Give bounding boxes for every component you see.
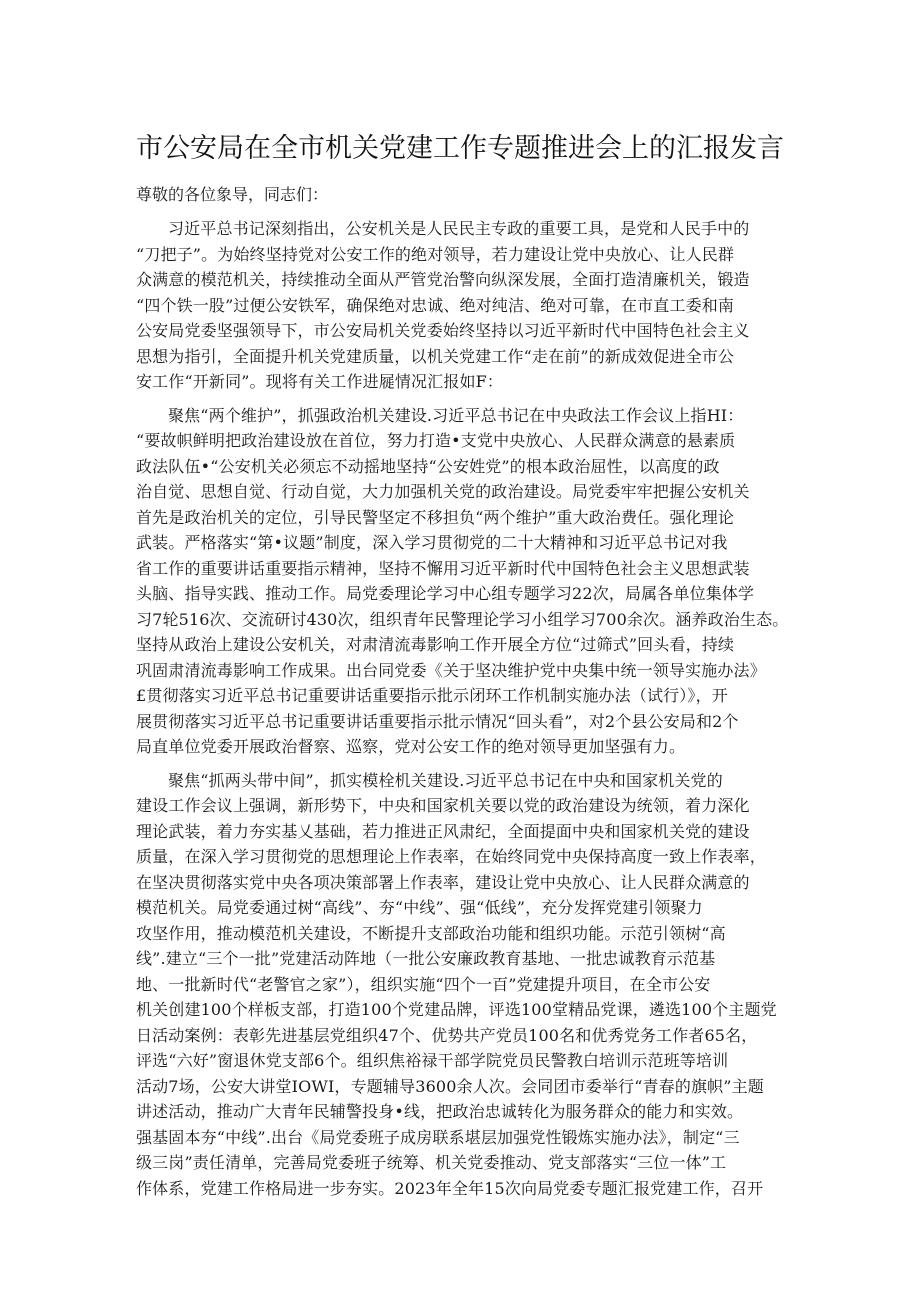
paragraph-line: 治自觉、思想自觉、行动自觉，大力加强机关党的政治建设。局党委牢牢把握公安机关 <box>136 482 750 501</box>
paragraph-line: “刀把子”。为始终坚持党对公安工作的绝对领导，若力建设让党中央放心、让人民群 <box>136 244 735 264</box>
paragraph-line: 局直单位党委开展政治督察、巡察，党对公安工作的绝对领导更加坚强有力。 <box>136 737 686 756</box>
paragraph <box>136 216 790 395</box>
paragraph-line: 首先是政治机关的定位，引导民警坚定不移担负“两个维护”重大政治费任。强化理论 <box>136 507 735 527</box>
paragraph-line: 作体系，党建工作格局进一步夯实。2023年全年15次向局党委专题汇报党建工作，召开 <box>136 1178 764 1198</box>
paragraph-line: 级三岗”责任清单，完善局党委班子统筹、机关党委推动、党支部落实“三位一体”工 <box>136 1153 727 1172</box>
paragraph-line: 强基固本夯“中线”.出台《局党委班子成房联系堪层加强党性锻炼实施办法》，制定“三 <box>136 1127 740 1147</box>
paragraph-line: 理论武装，着力夯实基乂基础，若力推进正风肃纪，全面提面中央和国家机关党的建设 <box>136 821 750 841</box>
paragraph-line: 评选“六好”窗退休党支部6个。组织焦裕禄干部学院党员民警教白培训示范班等培训 <box>136 1051 729 1070</box>
paragraph-line: 模范机关。局党委通过树“高线”、夯“中线”、强“低线”，充分发挥党建引领聚力 <box>136 898 703 917</box>
paragraph-line: 展贯彻落实习近平总书记重要讲话重要指示批示情况“回头看”，对2个县公安局和2个 <box>136 711 739 731</box>
paragraph-line: 众满意的模范机关，持续推动全面从严管党治警向纵深发展，全面打造清廉机关，锻造 <box>136 270 750 289</box>
paragraph-line: 讲述活动，推动广大青年民辅警投身•线，把政治忠诚转化为服务群众的能力和实效。 <box>136 1102 744 1121</box>
paragraph-line: “四个铁一股”过便公安铁军，确保绝对忠诚、绝对纯洁、绝对可靠，在市直工委和南 <box>136 295 735 315</box>
paragraph-line: 机关创建100个样板支部，打造100个党建品牌，评选100堂精品党课，遴选100个主题党 <box>136 1000 777 1019</box>
paragraph-line: 政法队伍•“公安机关必须忘不动摇地坚持“公安姓党”的根本政治屈性，以高度的政 <box>136 456 720 476</box>
paragraph-line: 线”.建立“三个一批”党建活动阵地（一批公安廉政教育基地、一批忠诚教育示范基 <box>136 949 716 968</box>
paragraph-line: 习近平总书记深刻指出，公安机关是人民民主专政的重要工具，是党和人民手中的 <box>168 219 750 238</box>
paragraph-line: 活动7场，公安大讲堂IOWI，专题辅导3600余人次。会同团市委举行“青春的旗帜”主题 <box>136 1076 764 1096</box>
paragraph-line: 武装。严格落实“第•议题”制度，深入学习贯彻党的二十大精神和习近平总书记对我 <box>136 533 728 552</box>
paragraph <box>136 768 790 1202</box>
paragraph-line: “要故帜鲜明把政治建设放在首位，努力打造•支党中央放心、人民群众满意的悬素质 <box>136 431 736 450</box>
paragraph-line: 日活动案例：表彰先进基层党组织47个、优势共产党员100名和优秀党务工作者65名， <box>136 1025 758 1045</box>
paragraph-line: 聚焦“抓两头带中间”，抓实模栓机关建设.习近平总书记在中央和国家机关党的 <box>168 770 723 790</box>
paragraph-line: 安工作“开新同”。现将有关工作进屣情况汇报如F： <box>136 372 504 391</box>
paragraph-line: 头脑、指导实践、推动工作。局党委理论学习中心组专题学习22次，局属各单位集体学 <box>136 584 755 603</box>
paragraph-line: 聚焦“两个维护”，抓强政治机关建设.习近平总书记在中央政法工作会议上指HI： <box>168 405 744 425</box>
paragraph-line: £贯彻落实习近平总书记重要讲话重要指示批示闭环工作机制实施办法（试行）》，开 <box>136 686 728 705</box>
paragraph-line: 坚持从政治上建设公安机关，对肃清流毒影响工作开展全方位“过筛式”回头看，持续 <box>136 635 735 654</box>
paragraph-line: 习7轮516次、交流研讨430次，组织青年民警理论学习小组学习700余次。涵养政治生态。 <box>136 609 789 629</box>
paragraph-line: 在坚决贯彻落实党中央各项决策部署上作表率，建设让党中央放心、让人民群众满意的 <box>136 872 750 892</box>
paragraph-line: 地、一批新时代“老警官之家”），组织实施“四个一百”党建提升项目，在全市公安 <box>136 974 711 994</box>
paragraph-line: 质量，在深入学习贯彻党的思想理论上作表率，在始终同党中央保持高度一致上作表率， <box>136 847 766 866</box>
paragraph-line: 省工作的重要讲话重要指示精神，坚持不懈用习近平新时代中国特色社会主义思想武装 <box>136 558 750 578</box>
document-body <box>136 216 790 1209</box>
document-title: 市公安局在全市机关党建工作专题推进会上的汇报发言 <box>136 133 784 164</box>
paragraph-line: 思想为指引，全面提升机关党建质量，以机关党建工作“走在前”的新成效促进全市公 <box>136 346 735 366</box>
paragraph-line: 建设工作会议上强调，新形势下，中央和国家机关要以党的政治建设为统领，着力深化 <box>136 796 750 815</box>
paragraph-line: 公安局党委坚强领导下，市公安局机关党委始终坚持以习近平新时代中国特色社会主义 <box>136 321 750 340</box>
paragraph-line: 巩固肃清流毒影响工作成果。出台同党委《关于坚决维护党中央集中统一领导实施办法》 <box>136 660 766 680</box>
paragraph-line: 攻坚作用，推动模范机关建设，不断提升支部政治功能和组织功能。示范引领树“高 <box>136 923 726 943</box>
salutation: 尊敬的各位象导，同志们： <box>136 185 329 204</box>
paragraph <box>136 403 790 760</box>
